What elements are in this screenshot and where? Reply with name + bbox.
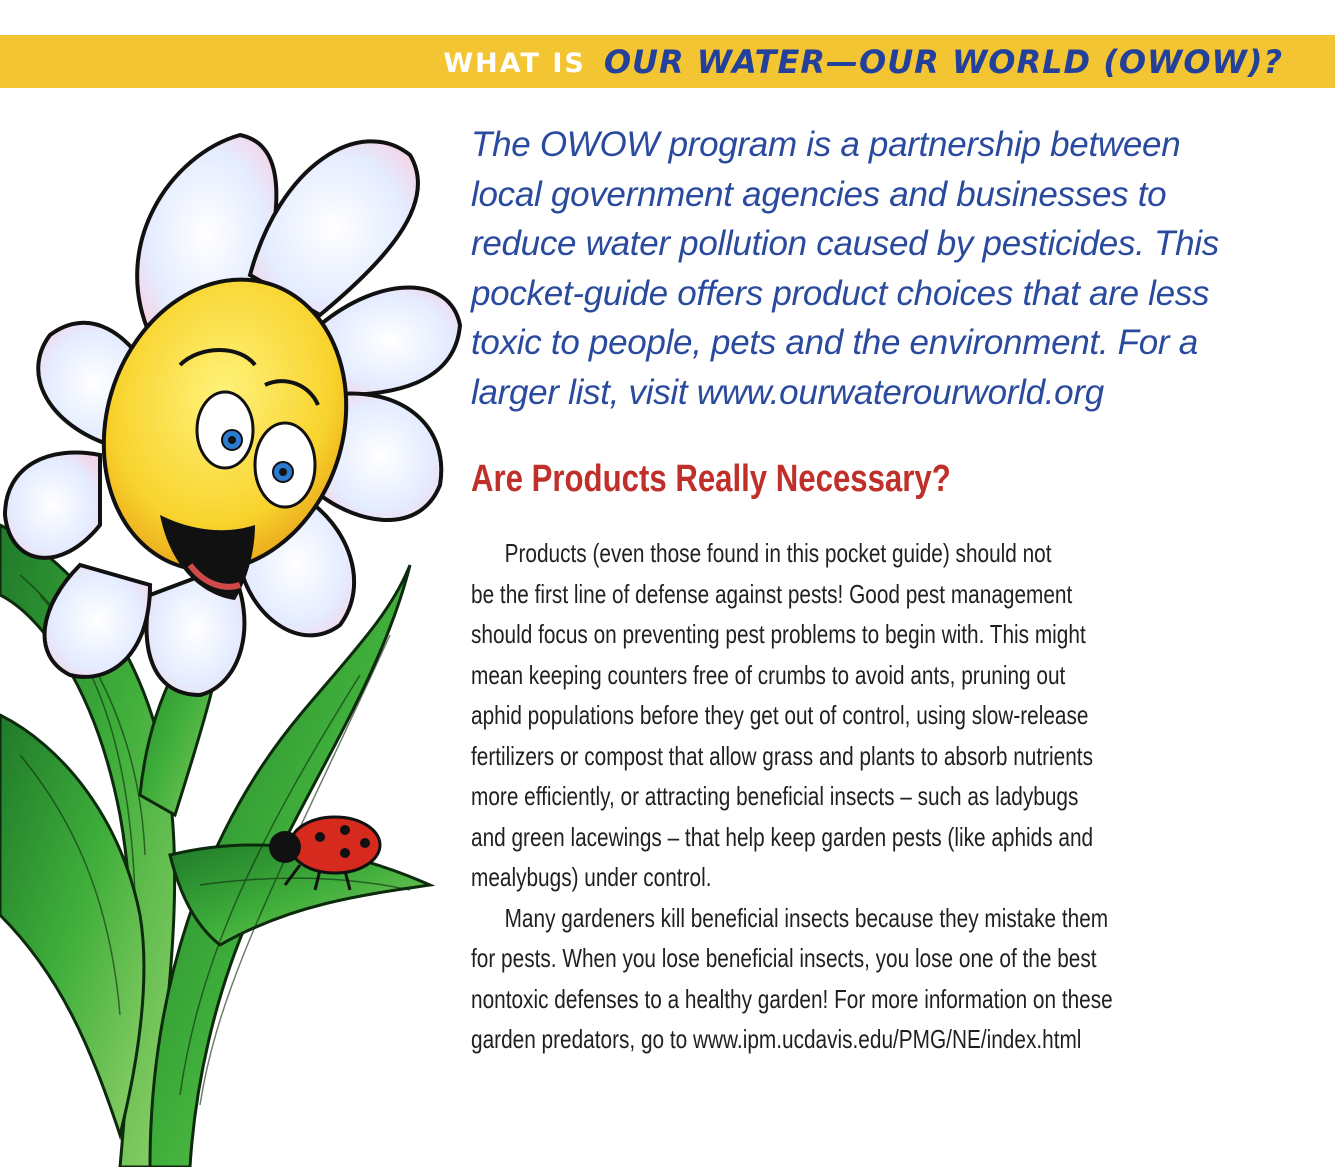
paragraph-line: Products (even those found in this pocket guide) should not <box>504 538 1052 568</box>
intro-line: reduce water pollution caused by pesticides. This <box>471 224 1219 263</box>
title-banner <box>0 35 1335 88</box>
paragraph-line: more efficiently, or attracting beneficial insects – such as ladybugs <box>471 781 1079 811</box>
body-text <box>471 533 1311 1060</box>
intro-line: pocket-guide offers product choices that are less <box>471 273 1210 313</box>
paragraph-line: should focus on preventing pest problems to begin with. This might <box>471 619 1086 649</box>
paragraph-line: mealybugs) under control. <box>471 862 712 892</box>
intro-line: toxic to people, pets and the environment. For a <box>471 323 1198 362</box>
intro-paragraph <box>471 120 1321 417</box>
banner-lead-text: WHAT IS <box>443 48 586 79</box>
section-heading: Are Products Really Necessary? <box>471 458 951 500</box>
daisy-mascot-illustration <box>0 95 470 1167</box>
paragraph-line: fertilizers or compost that allow grass and plants to absorb nutrients <box>471 740 1093 771</box>
paragraph-line: Many gardeners kill beneficial insects because they mistake them <box>504 902 1109 933</box>
paragraph-line: nontoxic defenses to a healthy garden! For more information on these <box>471 983 1113 1014</box>
intro-line: local government agencies and businesses to <box>471 174 1167 214</box>
paragraph-line: and green lacewings – that help keep garden pests (like aphids and <box>471 821 1094 852</box>
paragraph-line: aphid populations before they get out of control, using slow-release <box>471 700 1089 730</box>
paragraph-line: for pests. When you lose beneficial insects, you lose one of the best <box>471 943 1097 973</box>
banner-title: OUR WATER—OUR WORLD (OWOW)? <box>603 42 1283 81</box>
intro-line: larger list, visit www.ourwaterourworld.org <box>471 372 1104 412</box>
intro-line: The OWOW program is a partnership between <box>471 125 1181 164</box>
paragraph-line: garden predators, go to www.ipm.ucdavis.edu/PMG/NE/index.html <box>471 1024 1082 1054</box>
paragraph-line: be the first line of defense against pests! Good pest management <box>471 578 1073 609</box>
paragraph-line: mean keeping counters free of crumbs to avoid ants, pruning out <box>471 659 1066 690</box>
